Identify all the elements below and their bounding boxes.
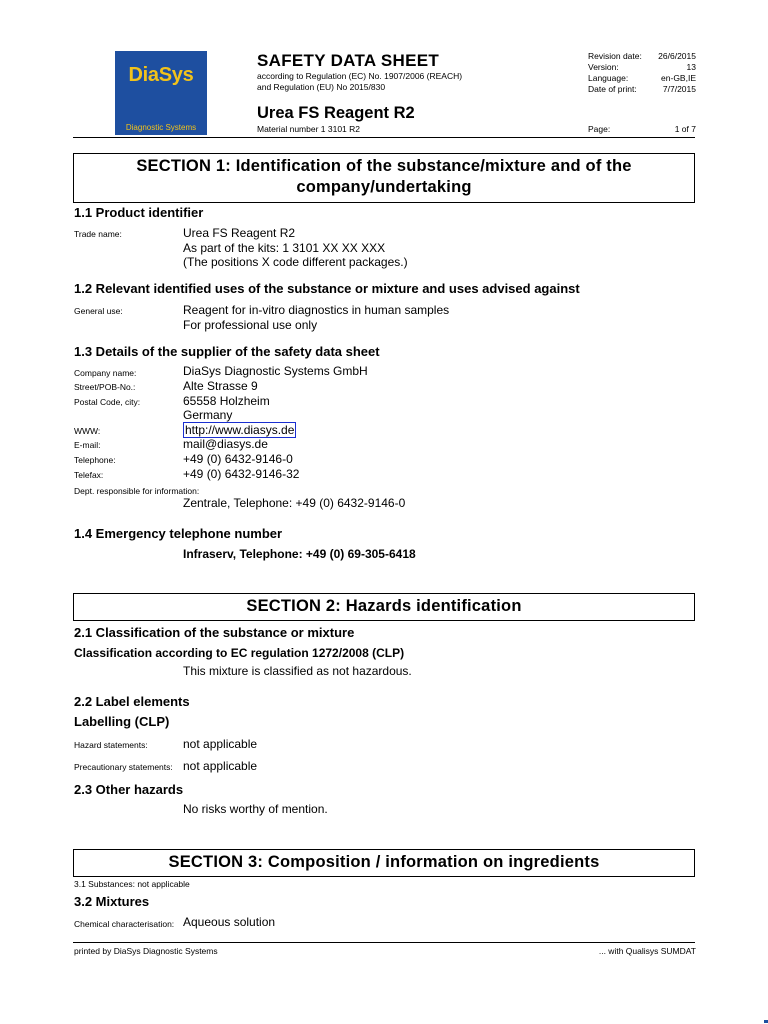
meta-language: Language: en-GB,IE: [588, 73, 696, 83]
precautionary-statements-value: not applicable: [183, 759, 258, 773]
hazard-statements-label: Hazard statements:: [74, 740, 148, 750]
page-indicator: Page: 1 of 7: [588, 124, 696, 134]
heading-1-2: 1.2 Relevant identified uses of the substance or mixture and uses advised against: [74, 281, 580, 296]
heading-2-1: 2.1 Classification of the substance or mixture: [74, 625, 355, 640]
telefax-label: Telefax:: [74, 470, 104, 480]
material-number: Material number 1 3101 R2: [257, 124, 361, 134]
substances-note: 3.1 Substances: not applicable: [74, 879, 190, 889]
heading-1-1: 1.1 Product identifier: [74, 205, 204, 220]
labelling-heading: Labelling (CLP): [74, 714, 170, 729]
heading-1-4: 1.4 Emergency telephone number: [74, 526, 283, 541]
logo-subtitle: Diagnostic Systems: [125, 123, 197, 132]
logo-wordmark: DiaSys: [128, 64, 194, 86]
document-title: SAFETY DATA SHEET: [257, 51, 440, 70]
corner-mark: [764, 1020, 768, 1023]
heading-1-3: 1.3 Details of the supplier of the safety data sheet: [74, 344, 380, 359]
other-hazards-text: No risks worthy of mention.: [183, 802, 328, 816]
telefax-value: +49 (0) 6432-9146-32: [183, 467, 300, 481]
precautionary-statements-label: Precautionary statements:: [74, 762, 173, 772]
section-3-title-box: SECTION 3: Composition / information on ingredients: [73, 849, 695, 877]
company-name-value: DiaSys Diagnostic Systems GmbH: [183, 364, 368, 378]
general-use-label: General use:: [74, 306, 123, 316]
meta-revision-date: Revision date: 26/6/2015: [588, 51, 696, 61]
postal-code-label: Postal Code, city:: [74, 397, 141, 407]
trade-name-value: Urea FS Reagent R2 As part of the kits: 1 3101 XX XX XXX (The positions X code different packages.): [183, 226, 408, 270]
heading-2-2: 2.2 Label elements: [74, 694, 190, 709]
classification-text: This mixture is classified as not hazardous.: [183, 664, 412, 678]
diasys-logo: [115, 51, 207, 135]
header-divider: [73, 137, 695, 138]
emergency-number: Infraserv, Telephone: +49 (0) 69-305-6418: [183, 547, 416, 561]
hazard-statements-value: not applicable: [183, 737, 258, 751]
dept-label: Dept. responsible for information:: [74, 486, 200, 496]
footer-software: ... with Qualisys SUMDAT: [598, 946, 696, 956]
section-1-title-box: SECTION 1: Identification of the substance/mixture and of the company/undertaking: [73, 153, 695, 203]
postal-code-value: 65558 Holzheim: [183, 394, 270, 408]
email-label: E-mail:: [74, 440, 101, 450]
telephone-value: +49 (0) 6432-9146-0: [183, 452, 293, 466]
footer-divider: [73, 942, 695, 943]
telephone-label: Telephone:: [74, 455, 116, 465]
page-footer: [74, 946, 696, 956]
document-meta: [588, 51, 696, 95]
trade-name-label: Trade name:: [74, 229, 122, 239]
dept-value: Zentrale, Telephone: +49 (0) 6432-9146-0: [183, 496, 406, 510]
street-value: Alte Strasse 9: [183, 379, 258, 393]
meta-version: Version: 13: [588, 62, 696, 72]
regulation-line-2: and Regulation (EU) No 2015/830: [257, 82, 386, 92]
website-link[interactable]: http://www.diasys.de: [185, 423, 295, 437]
country-value: Germany: [183, 408, 233, 422]
product-title: Urea FS Reagent R2: [257, 104, 415, 122]
chemical-characterisation-label: Chemical characterisation:: [74, 919, 175, 929]
heading-2-3: 2.3 Other hazards: [74, 782, 184, 797]
www-label: WWW:: [74, 426, 101, 436]
general-use-value: Reagent for in-vitro diagnostics in human samples For professional use only: [183, 303, 450, 332]
meta-date-of-print: Date of print: 7/7/2015: [588, 84, 696, 94]
section-2-title-box: SECTION 2: Hazards identification: [73, 593, 695, 621]
heading-3-2: 3.2 Mixtures: [74, 894, 150, 909]
company-name-label: Company name:: [74, 368, 137, 378]
footer-printed-by: printed by DiaSys Diagnostic Systems: [74, 946, 218, 956]
website-link-wrap: [183, 423, 296, 438]
street-label: Street/POB-No.:: [74, 382, 136, 392]
email-value: mail@diasys.de: [183, 437, 268, 451]
classification-heading: Classification according to EC regulation 1272/2008 (CLP): [74, 646, 405, 660]
chemical-characterisation-value: Aqueous solution: [183, 915, 276, 929]
regulation-line-1: according to Regulation (EC) No. 1907/2006 (REACH): [257, 71, 463, 81]
